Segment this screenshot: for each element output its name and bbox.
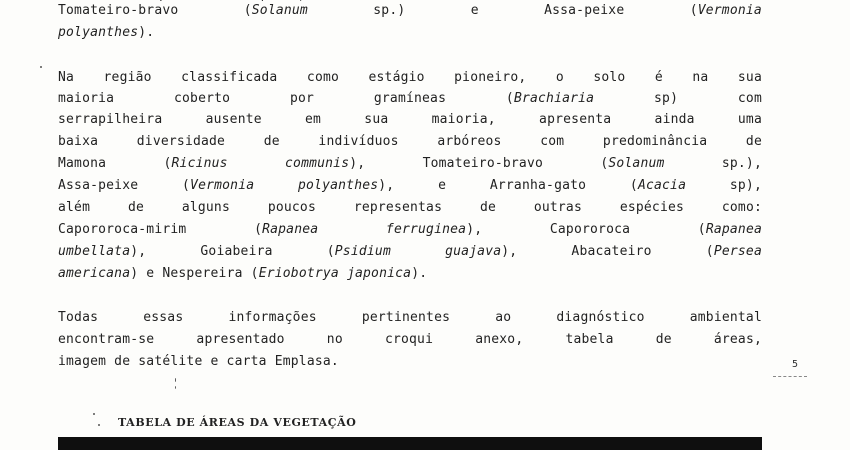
species-name: americana (58, 266, 131, 281)
paragraph-line (58, 265, 762, 283)
species-name: Vermonia (697, 3, 762, 18)
cut-off-heading (100, 0, 520, 1)
scan-speck (98, 424, 100, 426)
text-span: ). (138, 25, 155, 40)
text-span: sp), (686, 178, 762, 193)
paragraph-line: baixa diversidade de indivíduos arbóreos com predominância de (58, 134, 762, 149)
species-name: Solanum (608, 156, 665, 171)
table-header-bar (58, 437, 762, 450)
scan-speck (175, 378, 176, 382)
text-span: Mamona ( (58, 156, 172, 171)
text-span: sp.), (664, 156, 762, 171)
paragraph-line (58, 177, 762, 195)
text-span: Assa-peixe ( (58, 178, 191, 193)
text-span: com (737, 91, 762, 106)
paragraph-line (58, 221, 762, 239)
text-span: ), e Arranha-gato ( (378, 178, 638, 193)
species-name: Eriobotrya japonica (258, 266, 412, 281)
paragraph-line (58, 243, 762, 261)
paragraph-line: serrapilheira ausente em sua maioria, apresenta ainda uma (58, 112, 762, 127)
text-span: ) e Nespereira ( (130, 266, 259, 281)
text-span: sp) (654, 91, 679, 106)
text-span: ), Tomateiro-bravo ( (349, 156, 609, 171)
species-name: Acacia (637, 178, 687, 193)
text-span: ), Abacateiro ( (501, 244, 714, 259)
text-span: ). (411, 266, 428, 281)
species-name: Rapanea (705, 222, 762, 237)
scan-speck (175, 386, 176, 389)
page-number: 5 (792, 359, 799, 370)
text-span: coberto (173, 91, 231, 106)
text-span: sp.) (373, 3, 406, 18)
text-span: (Vermonia (689, 3, 762, 18)
scan-speck (93, 413, 95, 415)
text-span: e (470, 3, 479, 18)
species-name: umbellata (58, 244, 131, 259)
paragraph-line: Todas essas informações pertinentes ao diagnóstico ambiental (58, 310, 762, 325)
text-span: (Brachiaria (505, 91, 595, 106)
text-span: maioria (58, 91, 115, 106)
scan-speck (40, 66, 42, 68)
species-name: polyanthes (58, 25, 139, 40)
paragraph-line (58, 90, 762, 108)
species-name: Psidium guajava (334, 244, 502, 259)
species-name: Vermonia polyanthes (190, 178, 379, 193)
text-span: por (289, 91, 315, 106)
text-span: Tomateiro-bravo (58, 3, 179, 18)
paragraph-line (58, 155, 762, 173)
paragraph-line: além de alguns poucos representas de outras espécies como: (58, 200, 762, 215)
text-span: (Solanum (243, 3, 308, 18)
table-title: TABELA DE ÁREAS DA VEGETAÇÃO (118, 416, 357, 429)
paragraph-line (58, 24, 762, 42)
paragraph-line: Na região classificada como estágio pioneiro, o solo é na sua (58, 70, 762, 85)
text-span: ), Capororoca ( (466, 222, 706, 237)
page-number-rule (773, 376, 807, 377)
species-name: Brachiaria (513, 91, 595, 106)
text-span: Assa-peixe (544, 3, 625, 18)
paragraph-line: imagem de satélite e carta Emplasa. (58, 354, 339, 369)
species-name: Persea (713, 244, 762, 259)
species-name: Solanum (251, 3, 308, 18)
paragraph-line (58, 2, 762, 20)
text-span: ), Goiabeira ( (130, 244, 335, 259)
species-name: Ricinus communis (171, 156, 350, 171)
text-span: gramíneas (373, 91, 447, 106)
species-name: Rapanea ferruginea (262, 222, 467, 237)
text-span: Capororoca-mirim ( (58, 222, 263, 237)
paragraph-line: encontram-se apresentado no croqui anexo, tabela de áreas, (58, 332, 762, 347)
